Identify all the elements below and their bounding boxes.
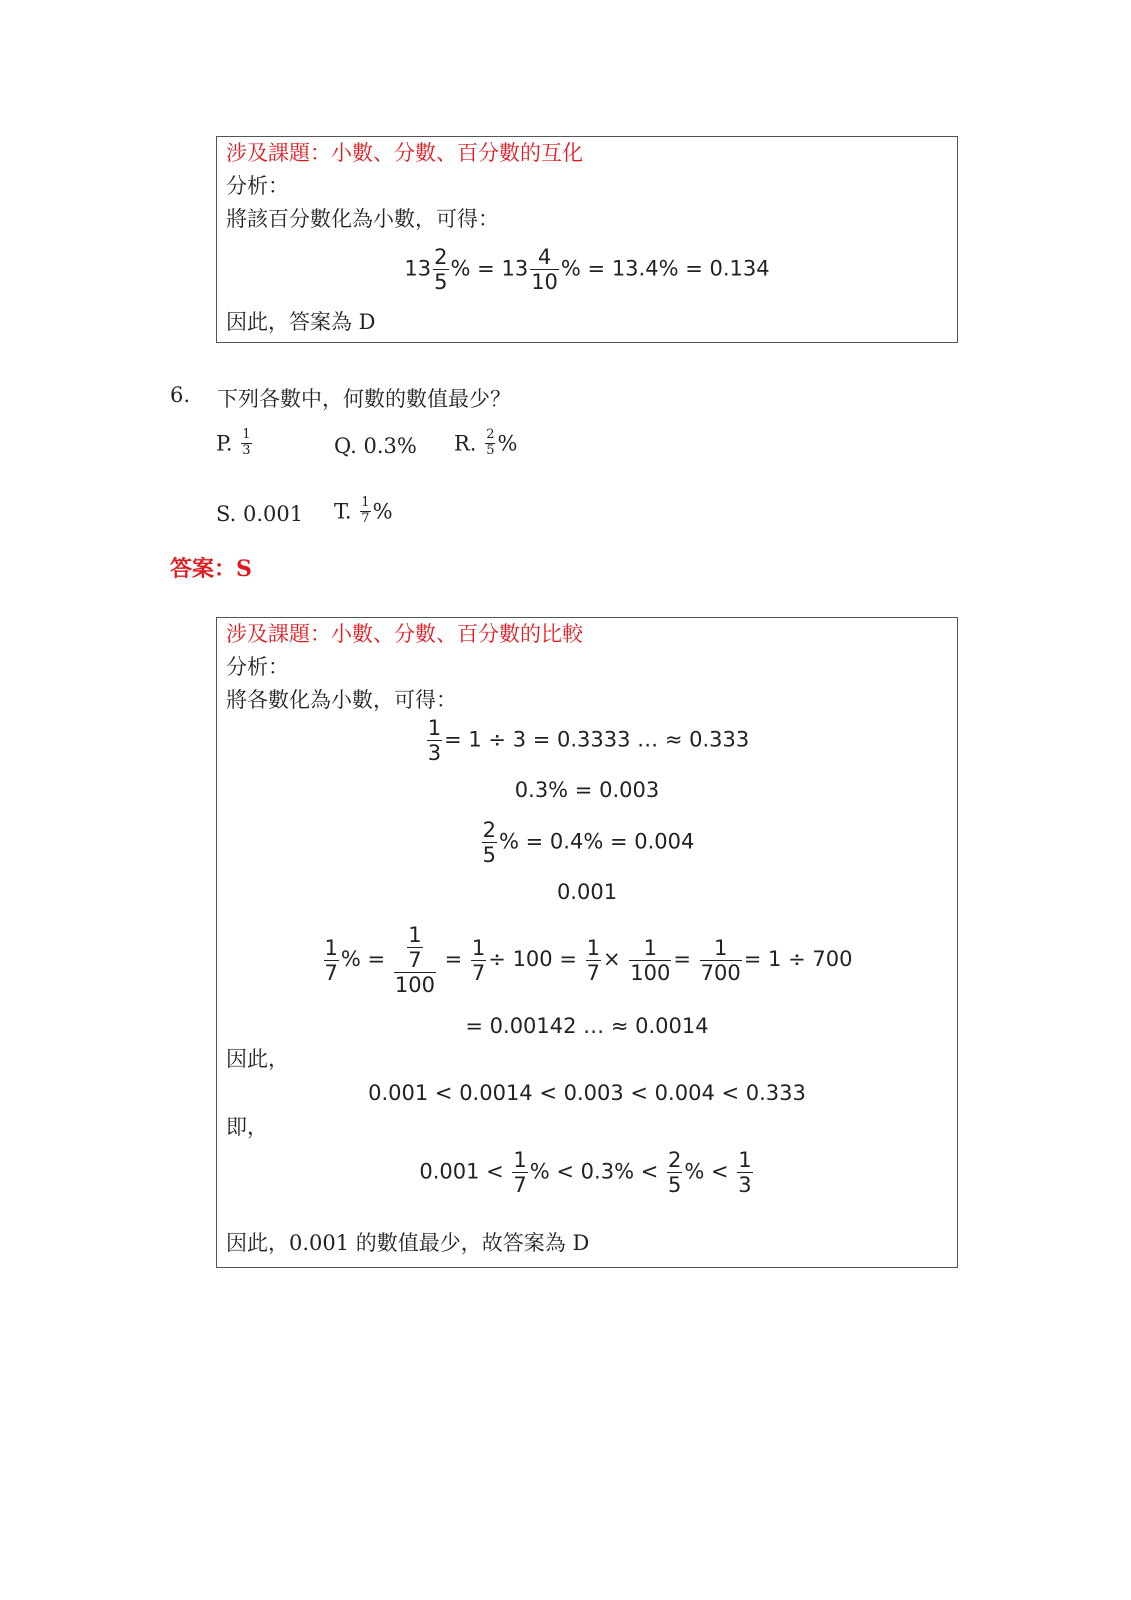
fraction: $\frac{1}{3}$ bbox=[427, 716, 442, 766]
fraction: $\frac{1}{7}$ bbox=[324, 935, 338, 985]
fraction: $\frac{2}{5}$ bbox=[668, 1148, 682, 1198]
fraction: $\frac{1}{100}$ bbox=[630, 935, 671, 985]
intro-text: 將該百分數化為小數，可得： bbox=[226, 207, 499, 231]
topic-heading: 涉及課題：小數、分數、百分數的比較 bbox=[226, 622, 583, 646]
conversion-equation: 13 $\frac{2}{5}$ % = 13 $\frac{4}{10}$ % = 13.4% = 0.134 bbox=[404, 245, 770, 295]
equation-r: $\frac{2}{5}$ % = 0.4% = 0.004 bbox=[482, 818, 695, 868]
solution-box-2 bbox=[216, 617, 958, 1268]
fraction: $\frac{1}{3}$ bbox=[738, 1148, 752, 1198]
equation-t: $\frac{1}{7}$ % = $\frac{\frac{1}{7}}{100}$ = $\frac{1}{7}$ ÷ 100 = $\frac{1}{7}$ × $\frac{1}{100}$ = $\frac{1}{700}$ = 1 ÷ 700 bbox=[324, 923, 853, 998]
equation-t-result: = 0.00142 … ≈ 0.0014 bbox=[465, 1014, 709, 1038]
inequality-decimals: 0.001 < 0.0014 < 0.003 < 0.004 < 0.333 bbox=[368, 1081, 806, 1105]
complex-fraction: $\frac{\frac{1}{7}}{100}$ bbox=[394, 923, 435, 998]
equation-p: $\frac{1}{3}$ = 1 ÷ 3 = 0.3333 … ≈ 0.333 bbox=[427, 716, 750, 766]
ie-label: 即， bbox=[226, 1115, 268, 1139]
option-s: S. 0.001 bbox=[216, 502, 304, 526]
fraction: $\frac{2}{5}$ bbox=[434, 245, 448, 295]
therefore-label: 因此， bbox=[226, 1047, 289, 1071]
conclusion-text: 因此，答案為 D bbox=[226, 310, 376, 334]
fraction: $\frac{1}{7}$ bbox=[361, 495, 370, 526]
fraction: $\frac{1}{3}$ bbox=[242, 427, 251, 458]
solution-box-1 bbox=[216, 136, 958, 343]
question-number: 6. bbox=[170, 383, 191, 407]
option-p: P. $\frac{1}{3}$ bbox=[216, 427, 251, 458]
fraction: $\frac{2}{5}$ bbox=[486, 427, 495, 458]
fraction: $\frac{1}{7}$ bbox=[586, 935, 600, 985]
fraction: $\frac{2}{5}$ bbox=[482, 818, 497, 868]
answer-label: 答案：S bbox=[170, 556, 252, 582]
conclusion-text: 因此，0.001 的數值最少，故答案為 D bbox=[226, 1231, 590, 1255]
topic-heading: 涉及課題：小數、分數、百分數的互化 bbox=[226, 141, 583, 165]
analysis-label: 分析： bbox=[226, 655, 289, 679]
inequality-original: 0.001 < $\frac{1}{7}$ % < 0.3% < $\frac{2}{5}$ % < $\frac{1}{3}$ bbox=[419, 1148, 752, 1198]
equation-q: 0.3% = 0.003 bbox=[514, 778, 660, 802]
option-q: Q. 0.3% bbox=[334, 434, 417, 458]
mixed-whole: 13 bbox=[404, 256, 432, 281]
intro-text: 將各數化為小數，可得： bbox=[226, 688, 457, 712]
option-t: T. $\frac{1}{7}$ % bbox=[334, 495, 393, 526]
fraction: $\frac{1}{7}$ bbox=[513, 1148, 527, 1198]
analysis-label: 分析： bbox=[226, 174, 289, 198]
fraction: $\frac{1}{700}$ bbox=[700, 935, 741, 985]
fraction: $\frac{1}{7}$ bbox=[471, 935, 486, 985]
equation-s: 0.001 bbox=[556, 880, 618, 904]
question-text: 下列各數中，何數的數值最少？ bbox=[217, 387, 511, 411]
fraction: $\frac{4}{10}$ bbox=[531, 245, 558, 295]
option-r: R. $\frac{2}{5}$ % bbox=[454, 427, 518, 458]
